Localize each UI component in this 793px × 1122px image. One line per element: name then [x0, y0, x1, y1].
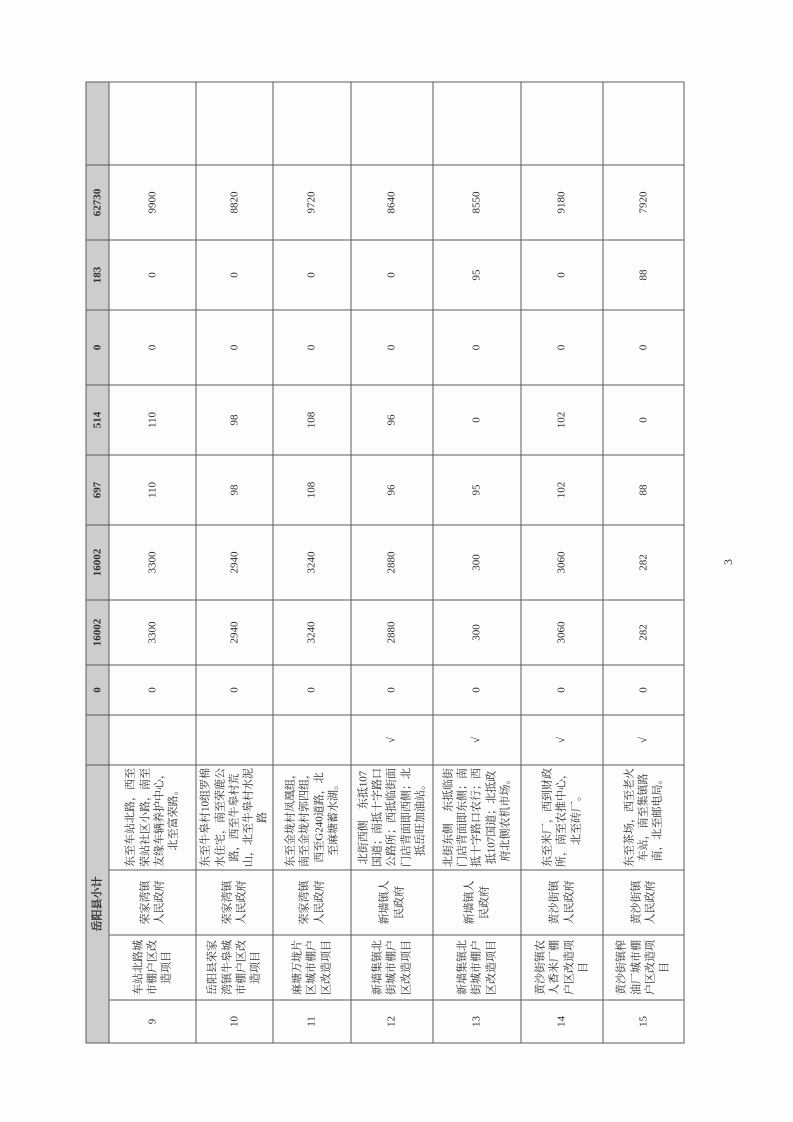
value-cell: 88 [603, 240, 684, 310]
value-cell: 0 [273, 240, 351, 310]
value-cell: 110 [109, 385, 196, 455]
value-cell: 0 [521, 310, 603, 385]
subtotal-value: 697 [86, 455, 109, 525]
value-cell: 0 [196, 240, 273, 310]
project-name: 新墙集镇北街城市棚户区改造项目 [351, 935, 433, 1000]
value-cell: 300 [433, 525, 521, 600]
value-cell: 0 [109, 665, 196, 715]
check-mark: √ [521, 715, 603, 765]
value-cell: 0 [521, 665, 603, 715]
value-cell: 2940 [196, 525, 273, 600]
blank-cell [433, 82, 521, 165]
serial-number: 10 [196, 1000, 273, 1043]
project-name: 新墙集镇北街城市棚户区改造项目 [433, 935, 521, 1000]
value-cell: 0 [109, 240, 196, 310]
value-cell: 282 [603, 600, 684, 665]
subtotal-value: 183 [86, 240, 109, 310]
implementing-unit: 新墙镇人民政府 [351, 870, 433, 935]
subtotal-value: 0 [86, 310, 109, 385]
project-name: 黄沙街镇农人香米厂棚户区改造项目 [521, 935, 603, 1000]
project-name: 车站北路城市棚户区改造项目 [109, 935, 196, 1000]
page-number: 3 [721, 559, 735, 565]
value-cell: 8550 [433, 165, 521, 240]
value-cell: 0 [351, 665, 433, 715]
boundary-scope: 东至茶场，西至老火车站，南至集镇路南，北至邮电局。 [603, 765, 684, 870]
project-name: 黄沙街镇榨油厂城市棚户区改造项目 [603, 935, 684, 1000]
value-cell: 3060 [521, 600, 603, 665]
value-cell: 8820 [196, 165, 273, 240]
value-cell: 98 [196, 385, 273, 455]
value-cell: 95 [433, 240, 521, 310]
implementing-unit: 荣家湾镇人民政府 [196, 870, 273, 935]
value-cell: 0 [273, 310, 351, 385]
implementing-unit: 新墙镇人民政府 [433, 870, 521, 935]
check-cell [86, 715, 109, 765]
value-cell: 300 [433, 600, 521, 665]
value-cell: 0 [351, 310, 433, 385]
value-cell: 3240 [273, 600, 351, 665]
value-cell: 0 [273, 665, 351, 715]
value-cell: 98 [196, 455, 273, 525]
boundary-scope: 北街东侧 东抵临街门店背面即东侧；南抵十字路口农行；西抵107国道；北抵政府北侧农机市场。 [433, 765, 521, 870]
value-cell: 3240 [273, 525, 351, 600]
boundary-scope: 东至米厂，西到财政所，南至农推中心，北至砖厂。 [521, 765, 603, 870]
value-cell: 3060 [521, 525, 603, 600]
serial-number: 12 [351, 1000, 433, 1043]
blank-cell [273, 82, 351, 165]
value-cell: 2940 [196, 600, 273, 665]
value-cell: 3300 [109, 525, 196, 600]
blank-cell [196, 82, 273, 165]
table-row [433, 82, 521, 1043]
subtotal-value: 62730 [86, 165, 109, 240]
subtotal-value: 16002 [86, 600, 109, 665]
value-cell: 0 [433, 310, 521, 385]
value-cell: 0 [521, 240, 603, 310]
value-cell: 110 [109, 455, 196, 525]
value-cell: 2880 [351, 525, 433, 600]
value-cell: 3300 [109, 600, 196, 665]
value-cell: 88 [603, 455, 684, 525]
implementing-unit: 黄沙街镇人民政府 [521, 870, 603, 935]
value-cell: 0 [433, 665, 521, 715]
value-cell: 0 [603, 665, 684, 715]
value-cell: 9900 [109, 165, 196, 240]
boundary-scope: 北街西侧 东抵107国道；南抵十字路口公路所；西抵临街面门店背面即西侧；北抵岳旺加油站。 [351, 765, 433, 870]
value-cell: 0 [109, 310, 196, 385]
table-row [273, 82, 351, 1043]
value-cell: 282 [603, 525, 684, 600]
value-cell: 9720 [273, 165, 351, 240]
value-cell: 108 [273, 385, 351, 455]
value-cell: 0 [351, 240, 433, 310]
value-cell: 95 [433, 455, 521, 525]
value-cell: 2880 [351, 600, 433, 665]
value-cell: 0 [603, 385, 684, 455]
value-cell: 96 [351, 385, 433, 455]
serial-number: 15 [603, 1000, 684, 1043]
boundary-scope: 东至金垅村凤凰组，南至金垅村郭四组，西至G240道路，北至麻塘蓄水湖。 [273, 765, 351, 870]
table-row [196, 82, 273, 1043]
value-cell: 102 [521, 455, 603, 525]
value-cell: 0 [196, 310, 273, 385]
value-cell: 7920 [603, 165, 684, 240]
blank-cell [109, 82, 196, 165]
value-cell: 0 [433, 385, 521, 455]
subtotal-value: 514 [86, 385, 109, 455]
implementing-unit: 黄沙街镇人民政府 [603, 870, 684, 935]
project-name: 岳阳县荣家湾镇牛皋城市棚户区改造项目 [196, 935, 273, 1000]
implementing-unit: 荣家湾镇人民政府 [273, 870, 351, 935]
subtotal-value: 16002 [86, 525, 109, 600]
project-name: 麻塘万垅片区城市棚户区改造项目 [273, 935, 351, 1000]
subtotal-label: 岳阳县小计 [86, 765, 109, 1043]
value-cell: 8640 [351, 165, 433, 240]
check-mark [273, 715, 351, 765]
serial-number: 11 [273, 1000, 351, 1043]
check-mark [196, 715, 273, 765]
blank-cell [86, 82, 109, 165]
value-cell: 0 [603, 310, 684, 385]
table-row [603, 82, 684, 1043]
value-cell: 102 [521, 385, 603, 455]
subtotal-value: 0 [86, 665, 109, 715]
check-mark: √ [433, 715, 521, 765]
value-cell: 108 [273, 455, 351, 525]
implementing-unit: 荣家湾镇人民政府 [109, 870, 196, 935]
serial-number: 14 [521, 1000, 603, 1043]
boundary-scope: 东至车站北路，西至荣站社区小路，南至友缘车辆养护中心，北至富荣路。 [109, 765, 196, 870]
subtotal-row [86, 82, 109, 1043]
check-mark [109, 715, 196, 765]
check-mark: √ [603, 715, 684, 765]
value-cell: 0 [196, 665, 273, 715]
table-row [109, 82, 196, 1043]
blank-cell [521, 82, 603, 165]
project-table [85, 81, 684, 1043]
table-row [521, 82, 603, 1043]
serial-number: 13 [433, 1000, 521, 1043]
rotated-table-sheet [85, 82, 683, 1043]
boundary-scope: 东至牛皋村10组罗棉水住宅，南至荣鹿公路，西至牛皋村荒山，北至牛皋村水泥路 [196, 765, 273, 870]
serial-number: 9 [109, 1000, 196, 1043]
blank-cell [603, 82, 684, 165]
blank-cell [351, 82, 433, 165]
value-cell: 9180 [521, 165, 603, 240]
check-mark: √ [351, 715, 433, 765]
table-row [351, 82, 433, 1043]
value-cell: 96 [351, 455, 433, 525]
